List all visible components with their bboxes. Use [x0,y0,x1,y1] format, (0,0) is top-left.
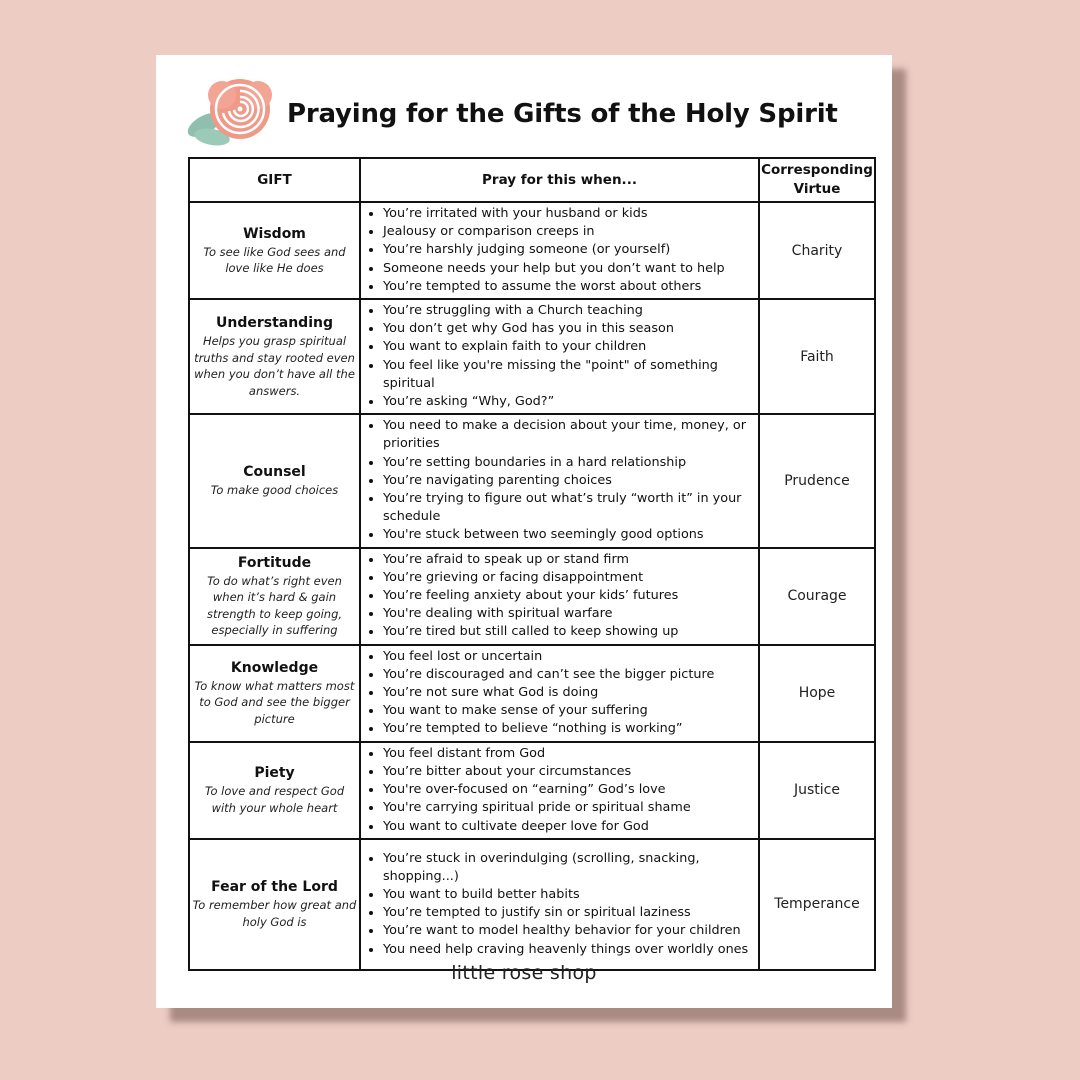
gift-cell [189,414,360,547]
virtue-cell: Justice [759,742,875,839]
table-row [189,202,875,299]
printable-page [156,55,892,1008]
shop-name-footer: little rose shop [451,962,597,984]
prayer-cell [360,742,759,839]
gift-name: Wisdom [243,225,306,242]
gift-cell [189,202,360,299]
gift-name: Counsel [243,464,306,481]
list-item: • You’re tired but still called to keep showing up [383,623,758,641]
list-item: • You’re discouraged and can’t see the bigger picture [383,666,758,684]
list-item: • You’re bitter about your circumstances [383,763,758,781]
list-item: • You want to build better habits [383,886,758,904]
gift-name: Fear of the Lord [211,879,338,896]
gift-name: Knowledge [230,659,319,676]
list-item: • You need to make a decision about your time, money, or priorities [383,417,758,453]
page-header [156,55,892,155]
prayer-list [361,549,758,644]
table-row [189,299,875,414]
list-item: • Jealousy or comparison creeps in [383,223,758,241]
gift-name: Understanding [215,315,333,332]
prayer-list [361,743,758,838]
prayer-list [361,300,758,413]
prayer-cell [360,299,759,414]
gifts-table [188,157,876,971]
virtue-cell: Faith [759,299,875,414]
list-item: • You feel distant from God [383,745,758,763]
list-item: • You're dealing with spiritual warfare [383,605,758,623]
virtue-cell: Temperance [759,839,875,970]
gift-name: Fortitude [237,554,312,571]
list-item: • You’re tempted to assume the worst about others [383,278,758,296]
list-item: • You’re irritated with your husband or kids [383,205,758,223]
prayer-cell [360,645,759,742]
list-item: • You’re grieving or facing disappointment [383,569,758,587]
table-row [189,414,875,547]
gift-name: Piety [254,765,295,782]
prayer-cell [360,548,759,645]
prayer-list [361,415,758,546]
list-item: • You’re setting boundaries in a hard relationship [383,454,758,472]
list-item: • You’re want to model healthy behavior for your children [383,922,758,940]
gift-description: To know what matters most to God and see the bigger picture [194,678,355,726]
gift-description: To do what’s right even when it’s hard & gain strength to keep going, especially in suffering [206,573,343,638]
list-item: • You’re afraid to speak up or stand firm [383,551,758,569]
list-item: • You’re struggling with a Church teaching [383,302,758,320]
gift-cell [189,645,360,742]
header-pray-when: Pray for this when... [360,158,759,202]
list-item: • You're stuck between two seemingly good options [383,526,758,544]
table-row [189,742,875,839]
header-virtue: Corresponding Virtue [759,158,875,202]
list-item: • You’re tempted to believe “nothing is working” [383,720,758,738]
list-item: • You feel lost or uncertain [383,648,758,666]
list-item: • You don’t get why God has you in this season [383,320,758,338]
list-item: • You’re asking “Why, God?” [383,393,758,411]
list-item: • You’re feeling anxiety about your kids’ futures [383,587,758,605]
page-title: Praying for the Gifts of the Holy Spirit [287,99,838,129]
list-item: • You’re harshly judging someone (or yourself) [383,241,758,259]
table-row [189,548,875,645]
list-item: • You’re navigating parenting choices [383,472,758,490]
list-item: • You're carrying spiritual pride or spiritual shame [383,799,758,817]
virtue-cell: Courage [759,548,875,645]
list-item: • You’re tempted to justify sin or spiritual laziness [383,904,758,922]
gift-cell [189,839,360,970]
gift-description: To love and respect God with your whole heart [204,784,345,815]
gift-description: To remember how great and holy God is [192,898,357,929]
list-item: • Someone needs your help but you don’t want to help [383,260,758,278]
list-item: • You want to make sense of your suffering [383,702,758,720]
virtue-cell: Charity [759,202,875,299]
prayer-list [361,203,758,298]
list-item: • You want to cultivate deeper love for God [383,818,758,836]
rose-icon [180,73,276,149]
list-item: • You’re trying to figure out what’s truly “worth it” in your schedule [383,490,758,526]
gift-description: To make good choices [210,483,339,498]
prayer-cell [360,839,759,970]
virtue-cell: Hope [759,645,875,742]
list-item: • You’re not sure what God is doing [383,684,758,702]
list-item: • You're over-focused on “earning” God’s love [383,781,758,799]
virtue-cell: Prudence [759,414,875,547]
prayer-cell [360,414,759,547]
list-item: • You want to explain faith to your children [383,338,758,356]
gift-cell [189,742,360,839]
table-row [189,839,875,970]
gift-cell [189,299,360,414]
list-item: • You need help craving heavenly things over worldly ones [383,941,758,959]
gift-description: To see like God sees and love like He does [203,244,346,275]
prayer-list [361,646,758,741]
table-row [189,645,875,742]
list-item: • You feel like you're missing the "point" of something spiritual [383,357,758,393]
list-item: • You’re stuck in overindulging (scrolling, snacking, shopping...) [383,850,758,886]
prayer-list [361,848,758,961]
gift-description: Helps you grasp spiritual truths and stay rooted even when you don’t have all the answers. [194,334,355,398]
prayer-cell [360,202,759,299]
table-header-row [189,158,875,202]
header-gift: GIFT [189,158,360,202]
gift-cell [189,548,360,645]
